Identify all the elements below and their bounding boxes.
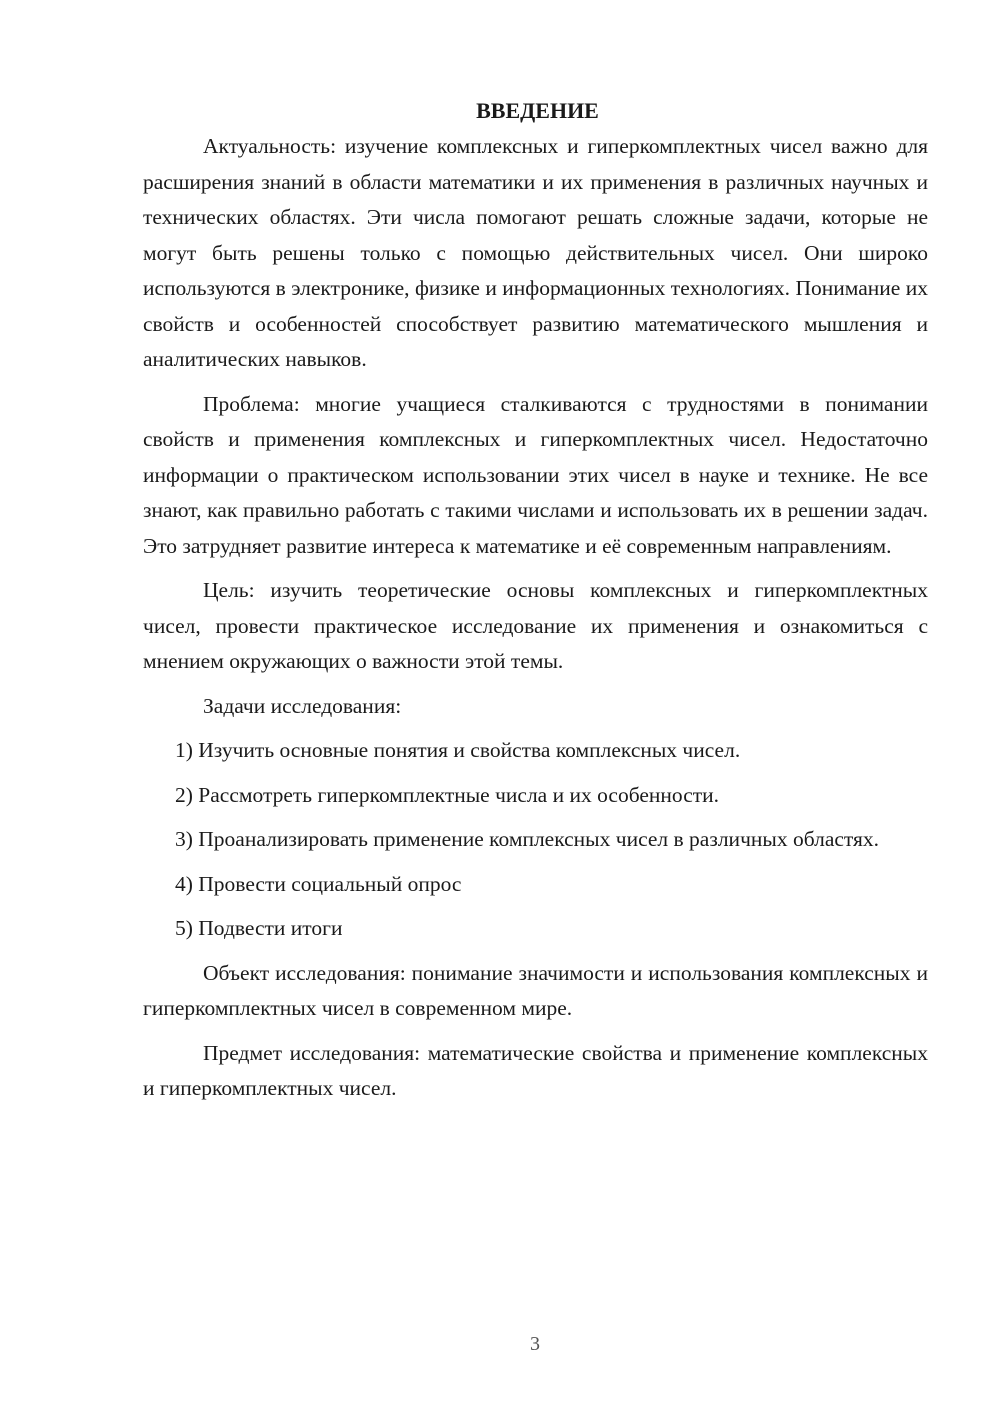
task-item: 4) Провести социальный опрос	[175, 871, 462, 896]
task-item: 5) Подвести итоги	[175, 916, 343, 940]
tasks-heading: Задачи исследования:	[203, 693, 402, 718]
goal-paragraph: Цель: изучить теоретические основы комплексных и гиперкомплектных чисел, провести практическое исследование их применения и ознакомиться с мнением окружающих о важности этой темы.	[143, 578, 928, 673]
problem-paragraph: Проблема: многие учащиеся сталкиваются с трудностями в понимании свойств и применения комплексных и гиперкомплектных чисел. Недостаточно информации о практическом использовании этих чисел в науке и технике. Не все знают, как правильно работать с такими числами и использовать их в решении задач. Это затрудняет развитие интереса к математике и её современным направлениям.	[143, 391, 928, 558]
task-item: 3) Проанализировать применение комплексных чисел в различных областях.	[175, 827, 880, 851]
object-paragraph: Объект исследования: понимание значимости и использования комплексных и гиперкомплектных чисел в современном мире.	[143, 960, 928, 1020]
page-number: 3	[530, 1333, 540, 1355]
task-item: 2) Рассмотреть гиперкомплектные числа и их особенности.	[175, 782, 720, 807]
task-item: 1) Изучить основные понятия и свойства комплексных чисел.	[175, 738, 741, 762]
subject-paragraph: Предмет исследования: математические свойства и применение комплексных и гиперкомплектных чисел.	[143, 1040, 928, 1100]
relevance-paragraph: Актуальность: изучение комплексных и гиперкомплектных чисел важно для расширения знаний в области математики и их применения в различных научных и технических областях. Эти числа помогают решать сложные задачи, которые не могут быть решены только с помощью действительных чисел. Они широко используются в электронике, физике и информационных технологиях. Понимание их свойств и особенностей способствует развитию математического мышления и аналитических навыков.	[143, 134, 928, 371]
section-title: ВВЕДЕНИЕ	[476, 98, 599, 123]
document-page	[143, 93, 928, 1116]
